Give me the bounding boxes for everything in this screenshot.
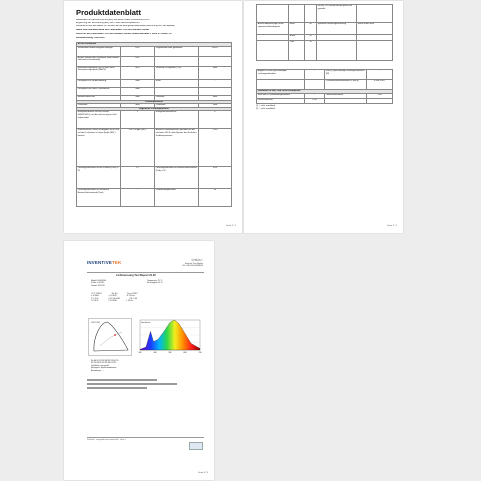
metric: Φ: 250 lm xyxy=(126,295,135,298)
general-table xyxy=(76,42,232,207)
metrics-block xyxy=(91,293,201,303)
report-title: Lichtmessung Test Report 21.22 xyxy=(116,274,156,277)
cell xyxy=(325,98,367,103)
cell: Leistungsaufnahme im Bereitschaftszustand (Psb) in W xyxy=(155,167,199,189)
cell: Netzspannungsquelle (MLS) oder Nicht-Netzspannungsquelle (NMLS): xyxy=(77,66,121,79)
header-line: Spectral Test Report xyxy=(184,262,203,265)
company-logo xyxy=(87,260,121,265)
cri-line: Ra 80 R1 81 R2 88 R3 93 R4 78 xyxy=(91,360,119,362)
cell: Lichtquelle zur Farbeinstellung: xyxy=(77,79,121,87)
metric: x: 0.4560 xyxy=(91,295,99,298)
cell: 0.456 0.407 xyxy=(367,80,393,90)
text-line xyxy=(87,383,177,385)
cell: 250 in Kugel (360°) xyxy=(121,129,155,167)
summary-right xyxy=(147,280,163,285)
cell: 2700 xyxy=(199,129,232,167)
cell xyxy=(357,41,393,61)
logo-text: TEK xyxy=(111,260,122,265)
metric: PF: 0.50 xyxy=(129,297,137,300)
cell: Nein xyxy=(121,79,155,87)
cri-line: R5 79 R6 85 R7 82 R8 61 R9 - xyxy=(91,362,117,365)
cell xyxy=(257,41,289,61)
x-tick-label: 680 xyxy=(183,352,187,354)
regulation-line: DELEGIERTE VERORDNUNG (EU) 2019/2015 DER KOMMISSION zur xyxy=(76,19,150,21)
cell: - xyxy=(121,189,155,207)
cell: - xyxy=(305,93,325,98)
cell: Ähnliche Farbtemperatur, gerundet auf die nächsten 100 K, oder Spanne der ähnlichen Farbtemperaturen xyxy=(155,129,199,167)
cell: Farbwiedergabeindex xyxy=(155,189,199,207)
section-heading: Art der Lichtquelle xyxy=(77,43,232,47)
info-line: Lichtfarbe: warmweiß xyxy=(91,364,109,367)
cell xyxy=(257,80,305,90)
cell: Lichtstromerhalt xyxy=(257,98,305,103)
header-contact xyxy=(182,260,203,268)
cell: E14 xyxy=(121,56,155,66)
info-line: Bemerkung: — xyxy=(91,369,104,372)
cell: Lebensdauerfaktor xyxy=(325,93,367,98)
cell: Nein xyxy=(199,95,232,100)
page-number: Seite 3 / 3 xyxy=(198,472,208,474)
cell: Ungebündelt oder gebündelt: xyxy=(155,46,199,56)
logo-text: INVENTIVE xyxy=(87,260,112,265)
cell: - xyxy=(367,70,393,80)
cell: - xyxy=(199,79,232,87)
cell: Angabe zu einer gleichwertigen Leistungsaufnahme xyxy=(257,70,305,80)
cell: F xyxy=(199,111,232,129)
cell: Leistungsaufnahme im vernetzten Bereitschaftszustand (Pnet) xyxy=(77,189,121,207)
cell xyxy=(199,56,232,66)
cell: 1,00 xyxy=(367,93,393,98)
summary-left xyxy=(91,280,106,287)
cell xyxy=(199,87,232,95)
metric: f: 50 Hz xyxy=(126,300,133,303)
color-rendering-block xyxy=(91,360,201,372)
regulation-line: Parlaments und des Rates im Hinblick auf die Energieverbrauchskennzeichnung von Lichtquellen xyxy=(76,25,175,27)
spectrum-label: Spektrum xyxy=(141,322,151,324)
report-footer: Prüfstelle · ausgestellt von InventiveTek · Seite 1 xyxy=(87,437,204,441)
spectrum-chart xyxy=(136,318,202,356)
cell: Energieeffizienzklasse xyxy=(155,111,199,129)
cell: Spektrale Strahlungsverteilung xyxy=(317,23,357,35)
cell: 80 xyxy=(199,189,232,207)
datasheet-page-2 xyxy=(244,1,403,233)
x-ticks xyxy=(138,352,202,354)
cell: Lichtquelle mit hoher Leuchtdichte: xyxy=(77,87,121,95)
cell: 35 xyxy=(305,35,317,41)
general-rows xyxy=(77,46,232,100)
metric: P: 2.2 W xyxy=(91,297,99,300)
cell: Höhe xyxy=(289,23,305,35)
cell: Falls ja, gleichwertige Leistungsaufnahme (W) xyxy=(325,70,367,80)
metric: Duv: 0.0012 xyxy=(127,293,138,295)
cell: Hülle: xyxy=(155,79,199,87)
x-tick-label: 780 xyxy=(198,352,202,354)
x-tick-label: 480 xyxy=(153,352,157,354)
cell xyxy=(317,41,357,61)
metric: U: 230 V xyxy=(91,300,99,303)
column-header: Wert xyxy=(121,104,155,108)
cell: Nein xyxy=(199,66,232,79)
cie-label: CIE 1931 xyxy=(91,322,101,324)
stamp xyxy=(189,442,203,450)
cell: Siehe letzte Seite xyxy=(357,23,393,35)
column-header: Parameter xyxy=(155,104,199,108)
chromaticity-point xyxy=(114,334,116,336)
cell: Verwendete Beleuchtungstechnologie: xyxy=(77,46,121,56)
cell: 2 xyxy=(121,111,155,129)
cell: - xyxy=(305,70,325,80)
metric: CCT: 2700 K xyxy=(91,293,102,295)
model-id: Modellkennung: 61004140 xyxy=(76,37,105,39)
cell: Blendschutzschild: xyxy=(77,95,121,100)
metric: η: 113.6 lm/W xyxy=(108,297,120,300)
cell: Art des Sockels der Lichtquelle (oder andere elektrische Schnittstelle) xyxy=(77,56,121,66)
cell: Dimmbar: xyxy=(155,95,199,100)
text-line xyxy=(87,379,157,381)
cell: Chromatizitätskoordinaten (x und y) xyxy=(325,80,367,90)
supplier-name: Name oder Handelsmarke des Lieferanten: LUCISO Handels GmbH xyxy=(76,29,150,31)
summary-line: Modell: 61004140 xyxy=(91,280,107,282)
column-header: Wert xyxy=(199,104,232,108)
header-line: 光谱测试报告 xyxy=(190,260,203,262)
cell: LED xyxy=(121,46,155,56)
cie-diagram xyxy=(88,318,132,356)
metric: y: 0.4070 xyxy=(108,295,117,298)
cell: Nutzlichtstrom (Φuse) mit Angabe, ob er sich auf den Lichtstrom in einem Kegel (360°) bezieht xyxy=(77,129,121,167)
column-header: Parameter xyxy=(77,104,121,108)
cell: 35 xyxy=(305,41,317,61)
cell xyxy=(155,87,199,95)
section-heading: Parameter für LED- und OLED-Lichtquellen xyxy=(257,90,393,94)
page-title: Produktdatenblatt xyxy=(76,8,141,17)
page-number: Seite 1 / 2 xyxy=(226,225,236,227)
header-line: Tel: +86-000-00000000 xyxy=(182,265,203,267)
footnote: (²) ‚-' nicht zutreffend xyxy=(256,108,275,110)
cell: 0,94 xyxy=(305,98,325,103)
info-line: Messgerät: Spektroradiometer xyxy=(91,367,117,370)
dimensions-table: Im (Ra) ≥ 90, auf die nächste ganze Zahl gerundet Äußere Abmessungen ohne separates Betriebsgerät Höhe 98 Spektrale Strahlungsverteilung Siehe letzte Seite Breite 35 Tiefe 35 xyxy=(256,4,393,61)
metric: I: 0.018 A xyxy=(108,300,117,303)
cell: NDLS xyxy=(199,46,232,56)
cell: 2,2 xyxy=(121,167,155,189)
cell: Energieverbrauch im Ein-Zustand (kWh/1000 h), auf die nächste ganze Zahl aufgerundet xyxy=(77,111,121,129)
metric: Ra: 80 xyxy=(111,293,118,295)
cell: Breite xyxy=(289,35,305,41)
equivalence-table xyxy=(256,69,393,104)
summary-line: Temperatur: 25 °C xyxy=(147,280,163,282)
datasheet-page-1 xyxy=(64,1,242,233)
cell: Wert des R9-Farbwiedergabeindex xyxy=(257,93,305,98)
supplier-address: Anschrift des Lieferanten: LUCISO Handels GmbH, Industriestraße 1, 8160 R. Flesen, AT xyxy=(76,33,172,35)
footnote: (¹) ‚-' nicht zutreffend xyxy=(256,105,275,107)
text-line xyxy=(87,387,147,389)
regulation-line: Ergänzung der Verordnung (EU) 2017/1369 des Europäischen xyxy=(76,22,140,24)
x-tick-label: 380 xyxy=(138,352,142,354)
cell: Nein xyxy=(121,95,155,100)
cell xyxy=(155,56,199,66)
section-heading: Produktparameter xyxy=(77,100,232,104)
test-report-page xyxy=(64,241,214,480)
section-heading: Allgemeine Produktparameter xyxy=(77,107,232,111)
cell: Vernetzte Lichtquelle (CLS): xyxy=(155,66,199,79)
cell: Äußere Abmessungen ohne separates Betriebsgerät xyxy=(257,23,289,35)
x-tick-label: 580 xyxy=(168,352,172,354)
cell: Tiefe xyxy=(289,41,305,61)
summary-line: Feuchtigkeit: 65 % xyxy=(147,282,163,285)
cell: 0,00 xyxy=(199,167,232,189)
cell: Leistungsaufnahme im Ein-Zustand (Pon) in W xyxy=(77,167,121,189)
cell: Nein xyxy=(121,87,155,95)
cell xyxy=(367,98,393,103)
page-number: Seite 2 / 2 xyxy=(387,225,397,227)
cell: 98 xyxy=(305,23,317,35)
summary-line: Prüfer: LUCISO xyxy=(91,282,105,285)
cell: MLS xyxy=(121,66,155,79)
summary-line: Datum: 2021-10 xyxy=(91,284,105,287)
cell xyxy=(305,80,325,90)
